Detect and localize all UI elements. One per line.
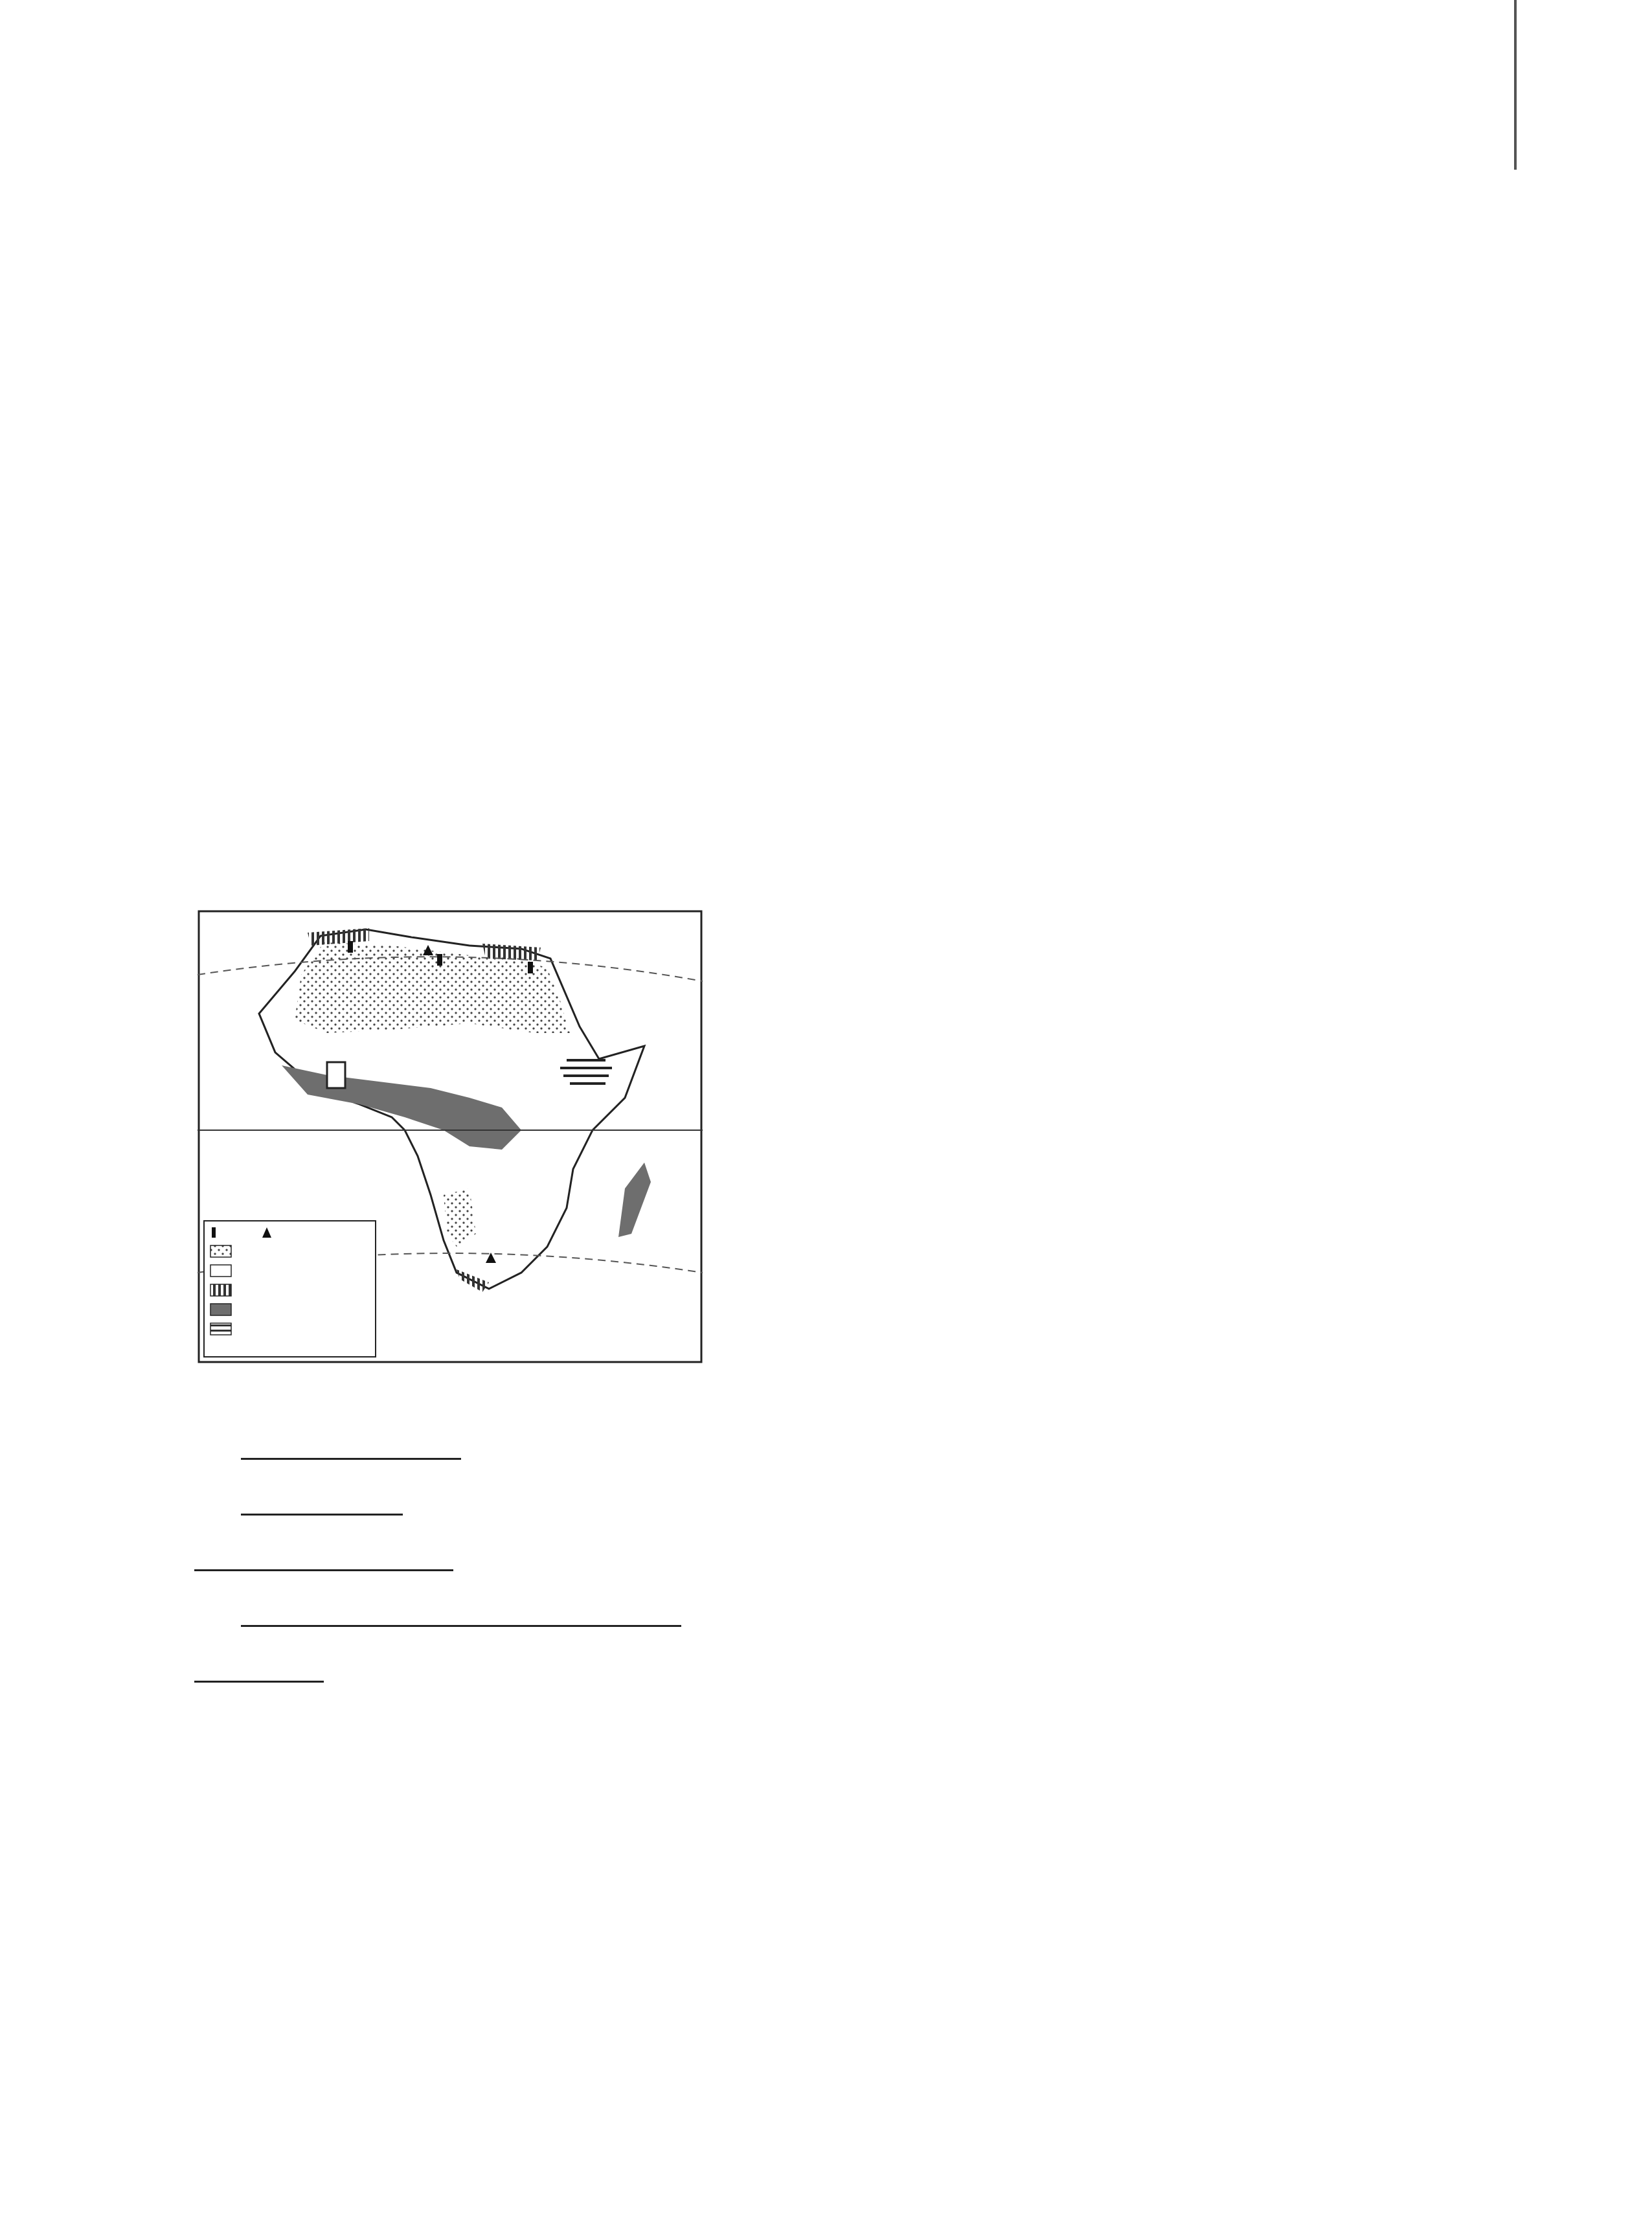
climate-charts (337, 1775, 1360, 2053)
africa-climate-map (198, 910, 703, 1363)
q4-line2 (0, 790, 1652, 829)
oil-symbol (348, 941, 353, 953)
q1-options (0, 288, 1652, 326)
q2-options-row1 (0, 399, 1652, 438)
q3-row (0, 510, 1652, 549)
ghana-outline (327, 1062, 345, 1088)
q3-line1 (0, 566, 1652, 605)
q3-options (0, 677, 1652, 716)
qa-line3 (0, 1543, 1652, 1582)
qa-line2 (0, 1487, 1652, 1526)
q1-row (0, 232, 1652, 271)
oil-symbol-2 (437, 954, 442, 966)
blank-language (241, 1514, 403, 1516)
q4-line3 (0, 846, 1652, 885)
qa-line4 (0, 1598, 1652, 1637)
q4-line1 (0, 734, 1652, 773)
qa-line6 (0, 1710, 1652, 1749)
q2-options-row2 (0, 455, 1652, 494)
blank-population (241, 1458, 461, 1460)
blank-disaster (194, 1681, 324, 1683)
oil-symbol-3 (528, 962, 533, 973)
header-rule (1514, 0, 1517, 170)
map-legend (204, 1221, 376, 1357)
q3-line2 (0, 622, 1652, 661)
qa-line1 (0, 1431, 1652, 1470)
blank-much-resource (194, 1569, 324, 1571)
blank-climate-distribution (241, 1625, 681, 1627)
blank-less-resource (324, 1569, 453, 1571)
q2-row (0, 343, 1652, 382)
ghana-trade-pies (797, 975, 1477, 1389)
qa-line5 (0, 1654, 1652, 1693)
